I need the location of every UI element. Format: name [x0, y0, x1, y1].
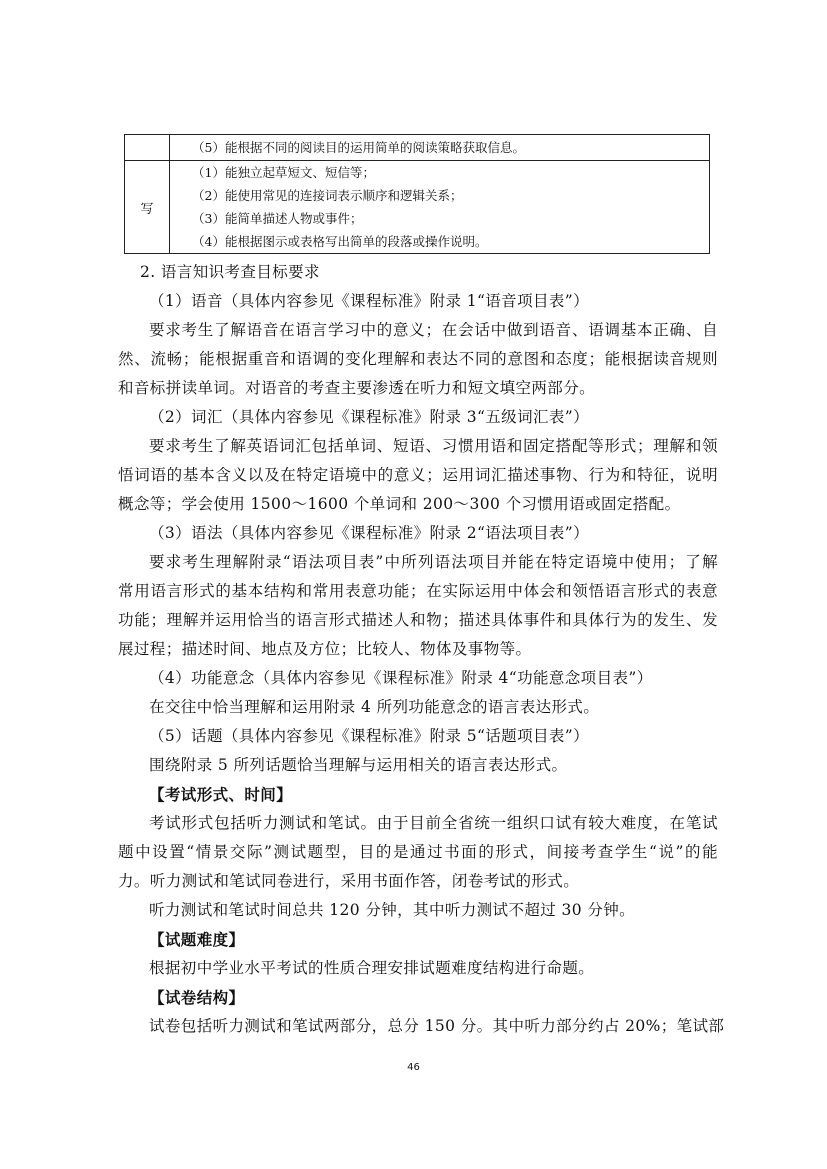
paragraph-line: 试卷包括听力测试和笔试两部分，总分 150 分。其中听力部分约占 20%；笔试部 [149, 1017, 725, 1035]
paragraph-line: 然、流畅；能根据重音和语调的变化理解和表达不同的意图和态度；能根据读音规则 [118, 350, 718, 368]
paragraph-line: 要求考生了解英语词汇包括单词、短语、习惯用语和固定搭配等形式；理解和领 [149, 437, 718, 455]
paragraph-line: 悟词语的基本含义以及在特定语境中的意义；运用词汇描述事物、行为和特征，说明 [118, 466, 718, 484]
section-heading: 【试卷结构】 [149, 988, 245, 1007]
subsection-title: （1）语音（具体内容参见《课程标准》附录 1“语音项目表”） [149, 292, 589, 310]
subsection-title: （5）话题（具体内容参见《课程标准》附录 5“话题项目表”） [149, 727, 589, 745]
paragraph-line: 功能；理解并运用恰当的语言形式描述人和物；描述具体事件和具体行为的发生、发 [118, 611, 718, 629]
list-item: （2）能使用常见的连接词表示顺序和逻辑关系； [192, 188, 463, 203]
table-row [125, 161, 710, 254]
paragraph-line: 要求考生理解附录“语法项目表”中所列语法项目并能在特定语境中使用；了解 [149, 553, 718, 571]
skills-table [124, 134, 710, 254]
paragraph-line: 展过程；描述时间、地点及方位；比较人、物体及事物等。 [118, 640, 532, 658]
section-heading: 2. 语言知识考查目标要求 [140, 263, 320, 281]
list-item: （4）能根据图示或表格写出简单的段落或操作说明。 [192, 234, 488, 249]
paragraph-line: 考试形式包括听力测试和笔试。由于目前全省统一组织口试有较大难度，在笔试 [149, 814, 718, 832]
paragraph-line: 听力测试和笔试时间总共 120 分钟，其中听力测试不超过 30 分钟。 [149, 901, 636, 919]
page-number: 46 [407, 1062, 420, 1073]
paragraph-line: 在交往中恰当理解和运用附录 4 所列功能意念的语言表达形式。 [149, 698, 600, 716]
paragraph-line: 根据初中学业水平考试的性质合理安排试题难度结构进行命题。 [149, 959, 595, 977]
paragraph-line: 围绕附录 5 所列话题恰当理解与运用相关的语言表达形式。 [149, 756, 568, 774]
paragraph-line: 概念等；学会使用 1500～1600 个单词和 200～300 个习惯用语或固定搭配。 [118, 495, 681, 513]
paragraph-line: 和音标拼读单词。对语音的考查主要渗透在听力和短文填空两部分。 [118, 379, 596, 397]
subsection-title: （2）词汇（具体内容参见《课程标准》附录 3“五级词汇表”） [149, 408, 589, 426]
table-row [125, 135, 710, 161]
skill-label [125, 135, 170, 161]
skill-label: 写 [125, 161, 170, 254]
section-heading: 【考试形式、时间】 [149, 785, 293, 804]
paragraph-line: 常用语言形式的基本结构和常用表意功能；在实际运用中体会和领悟语言形式的表意 [118, 582, 718, 600]
paragraph-line: 要求考生了解语音在语言学习中的意义；在会话中做到语音、语调基本正确、自 [149, 321, 718, 339]
subsection-title: （3）语法（具体内容参见《课程标准》附录 2“语法项目表”） [149, 524, 589, 542]
list-item: （3）能简单描述人物或事件； [192, 211, 363, 226]
skill-content [170, 135, 710, 161]
list-item: （1）能独立起草短文、短信等； [192, 165, 375, 180]
section-heading: 【试题难度】 [149, 930, 245, 949]
document-body [118, 258, 725, 1041]
list-item: （5）能根据不同的阅读目的运用简单的阅读策略获取信息。 [192, 140, 525, 155]
paragraph-line: 题中设置“情景交际”测试题型，目的是通过书面的形式，间接考查学生“说”的能 [118, 843, 718, 861]
skill-content [170, 161, 710, 254]
paragraph-line: 力。听力测试和笔试同卷进行，采用书面作答，闭卷考试的形式。 [118, 872, 580, 890]
subsection-title: （4）功能意念（具体内容参见《课程标准》附录 4“功能意念项目表”） [149, 669, 653, 687]
